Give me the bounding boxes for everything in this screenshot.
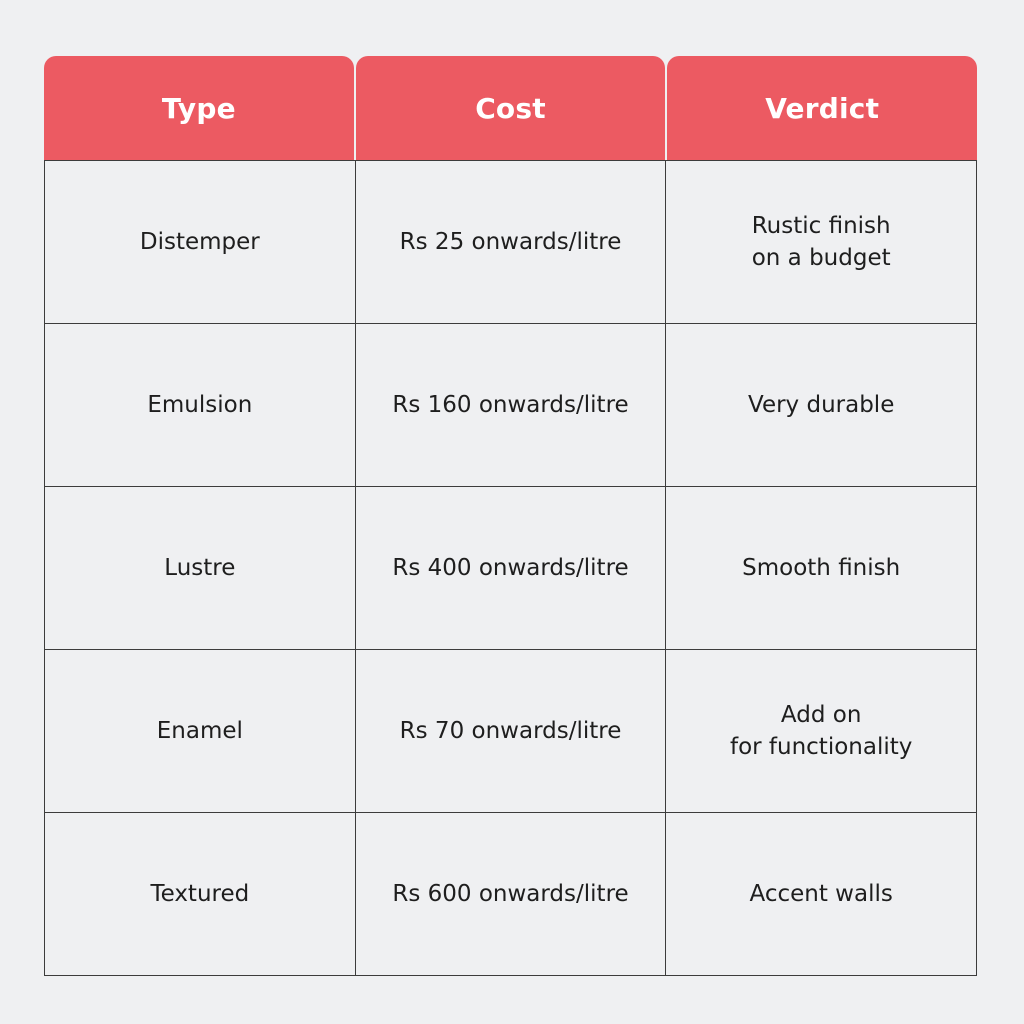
cost-cell: Rs 400 onwards/litre	[356, 487, 667, 650]
type-cell: Emulsion	[45, 324, 356, 487]
cost-cell: Rs 70 onwards/litre	[356, 650, 667, 813]
cost-cell: Rs 160 onwards/litre	[356, 324, 667, 487]
type-cell: Enamel	[45, 650, 356, 813]
type-cell: Lustre	[45, 487, 356, 650]
header-verdict: Verdict	[667, 56, 977, 160]
table-row	[45, 161, 977, 324]
cost-cell: Rs 600 onwards/litre	[356, 813, 667, 976]
verdict-cell: Smooth finish	[666, 487, 977, 650]
table-row	[45, 487, 977, 650]
header-cost: Cost	[356, 56, 666, 160]
verdict-cell: Add on for functionality	[666, 650, 977, 813]
table-row	[45, 324, 977, 487]
table-row	[45, 813, 977, 976]
table-row	[45, 650, 977, 813]
verdict-cell: Rustic finish on a budget	[666, 161, 977, 324]
type-cell: Distemper	[45, 161, 356, 324]
verdict-cell: Very durable	[666, 324, 977, 487]
table-body	[44, 160, 977, 976]
header-type: Type	[44, 56, 354, 160]
paint-comparison-table	[44, 56, 977, 976]
table-header-row	[44, 56, 977, 160]
cost-cell: Rs 25 onwards/litre	[356, 161, 667, 324]
type-cell: Textured	[45, 813, 356, 976]
verdict-cell: Accent walls	[666, 813, 977, 976]
